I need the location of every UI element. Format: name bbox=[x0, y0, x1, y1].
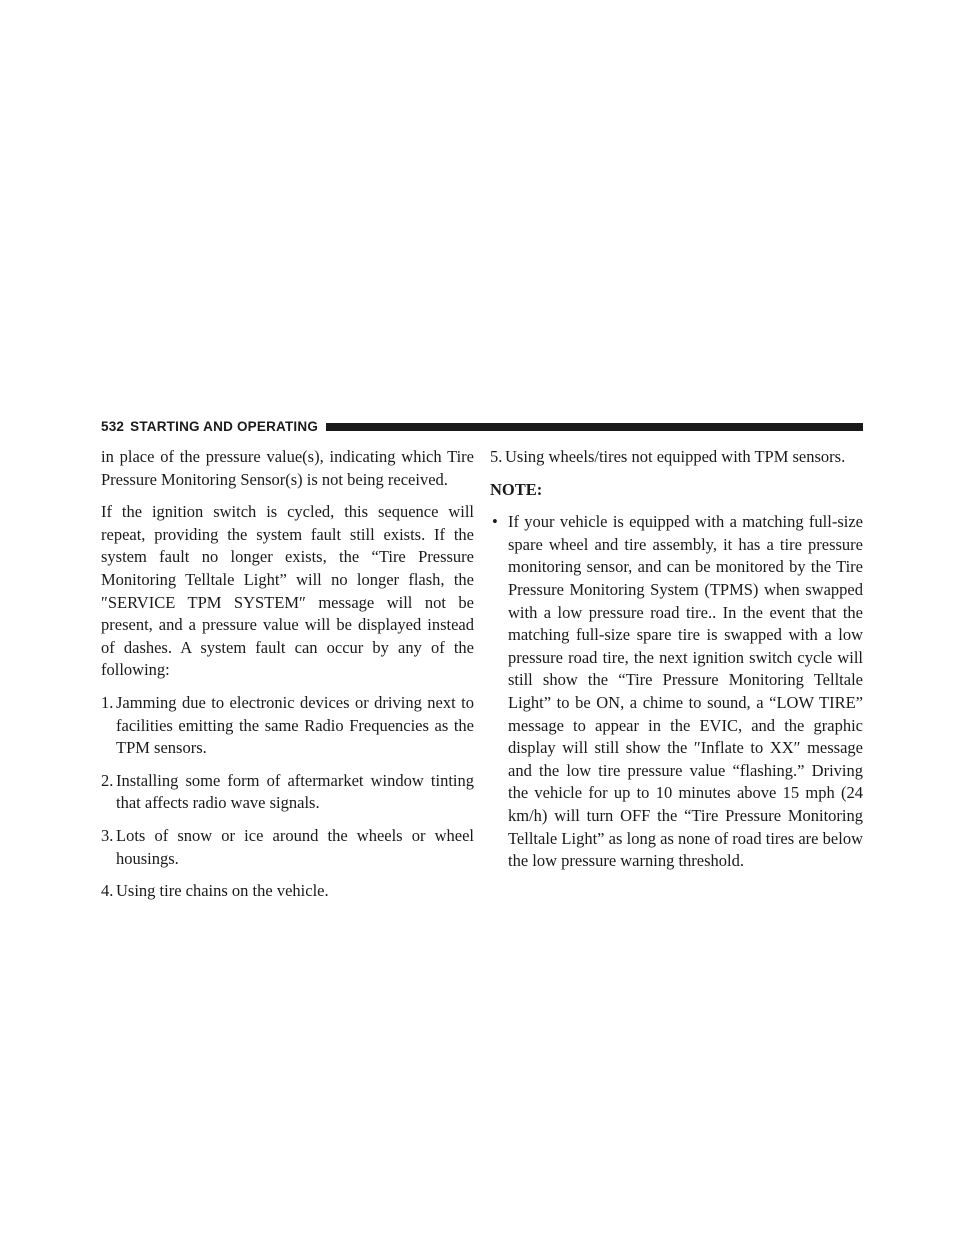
list-number: 5. bbox=[490, 447, 503, 466]
list-text: Lots of snow or ice around the wheels or wheel housings. bbox=[116, 825, 474, 868]
list-text: Jamming due to electronic devices or driving next to facilities emitting the same Radio Frequencies as the TPM sensors. bbox=[116, 692, 474, 758]
note-heading: NOTE: bbox=[490, 479, 543, 499]
bullet-item bbox=[490, 511, 863, 873]
list-text: Using tire chains on the vehicle. bbox=[116, 881, 329, 901]
list-number: 2. bbox=[101, 770, 114, 790]
list-text: Using wheels/tires not equipped with TPM sensors. bbox=[505, 447, 846, 466]
header-rule bbox=[326, 423, 863, 431]
bullet-text: If your vehicle is equipped with a matching full-size spare wheel and tire assembly, it has a tire pressure monitoring sensor, and can be monitored by the Tire Pressure Monitoring System (TPMS) when swapped with a low pressure road tire.. In the event that the matching full-size spare tire is swapped with a low pressure road tire, the next ignition switch cycle will still show the “Tire Pressure Monitoring Telltale Light” to be ON, a chime to sound, a “LOW TIRE” message to appear in the EVIC, and the graphic display will still show the ″Inflate to XX″ message and the low tire pressure value “flashing.” Driving the vehicle for up to 10 minutes above 15 mph (24 km/h) will turn OFF the “Tire Pressure Monitoring Telltale Light” as long as none of road tires are below the low pressure warning threshold. bbox=[508, 512, 863, 871]
paragraph: in place of the pressure value(s), indicating which Tire Pressure Monitoring Sensor(s) is not being received. bbox=[101, 447, 474, 489]
paragraph: If the ignition switch is cycled, this sequence will repeat, providing the system fault still exists. If the system fault no longer exists, the “Tire Pressure Monitoring Telltale Light” will no longer flash, the ″SERVICE TPM SYSTEM″ message will not be present, and a pressure value will be displayed instead of dashes. A system fault can occur by any of the following: bbox=[101, 502, 474, 680]
list-item bbox=[101, 880, 474, 903]
section-title: STARTING AND OPERATING bbox=[130, 419, 319, 434]
bullet-icon: • bbox=[492, 512, 498, 532]
list-item bbox=[101, 692, 474, 760]
list-item bbox=[490, 446, 863, 469]
right-column bbox=[490, 446, 863, 873]
list-number: 4. bbox=[101, 881, 114, 901]
page-header bbox=[101, 417, 863, 436]
list-text: Installing some form of aftermarket window tinting that affects radio wave signals. bbox=[116, 770, 474, 813]
list-number: 1. bbox=[101, 692, 114, 712]
page-number: 532 bbox=[101, 419, 125, 434]
left-column bbox=[101, 446, 474, 913]
list-number: 3. bbox=[101, 825, 114, 845]
list-item bbox=[101, 770, 474, 815]
list-item bbox=[101, 825, 474, 870]
